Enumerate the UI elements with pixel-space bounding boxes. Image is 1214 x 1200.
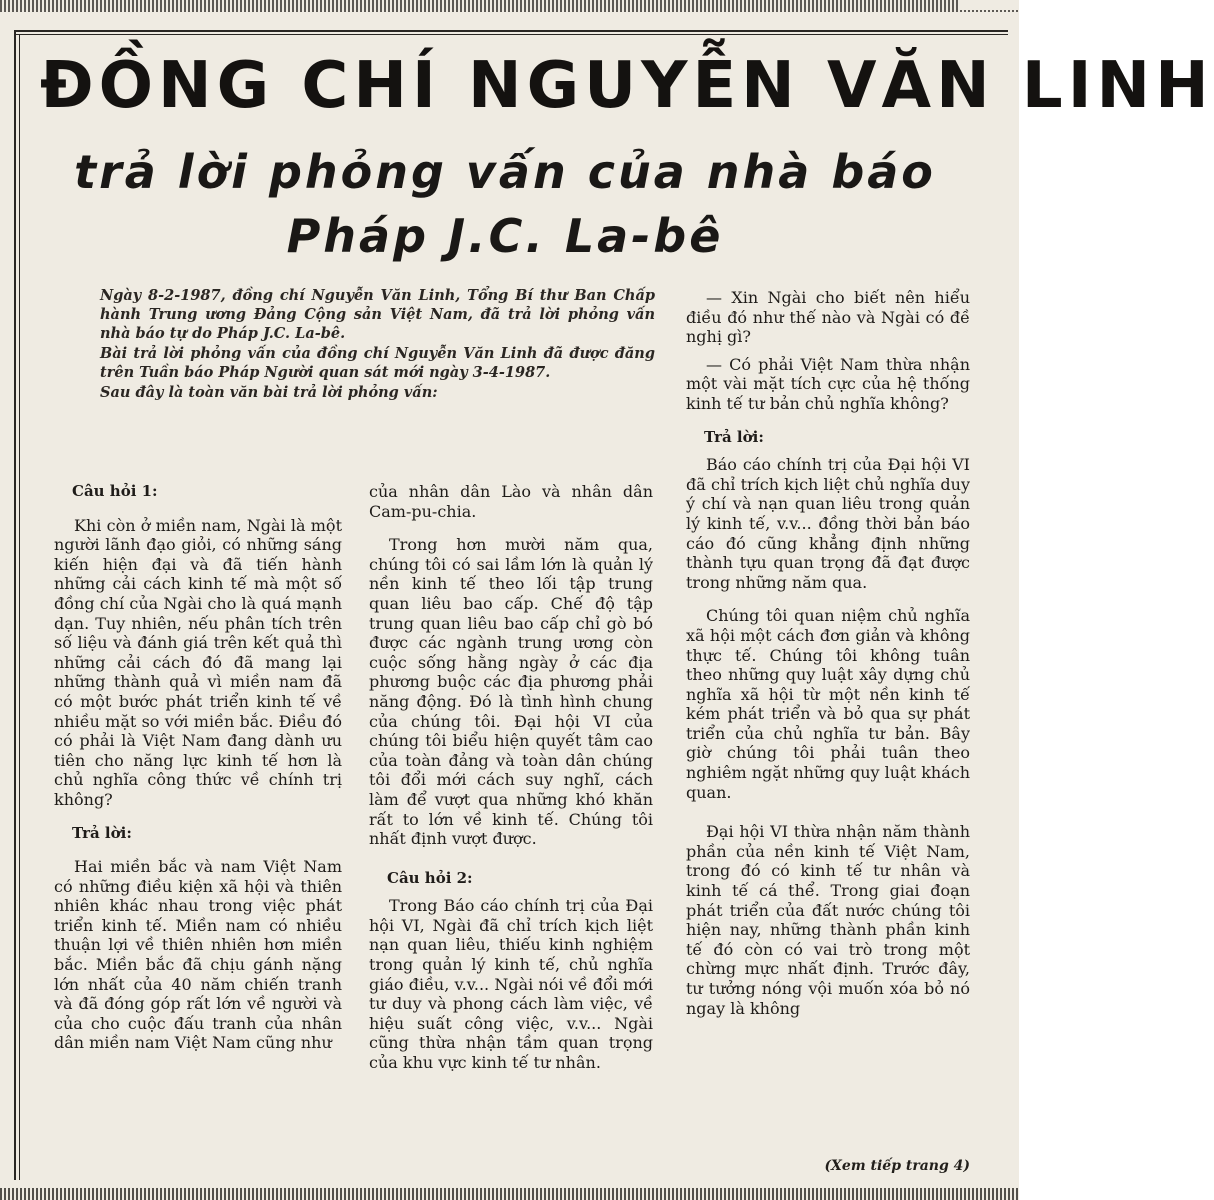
answer-2-paragraph-1: Báo cáo chính trị của Đại hội VI đã chỉ trích kịch liệt chủ nghĩa duy ý chí và nạn quan liêu trong quản lý kinh tế, v.v... đồng thời bản báo cáo đó cũng khẳng định những thành tựu quan trọng đã đạt được trong những năm qua.: [686, 455, 970, 592]
answer-1-heading: Trả lời:: [72, 823, 132, 842]
answer-1-paragraph-2: Trong hơn mười năm qua, chúng tôi có sai lầm lớn là quản lý nền kinh tế theo lối tập trung quan liêu bao cấp. Chế độ tập trung quan liêu bao cấp chỉ gò bó được các ngành trung ương còn cuộc sống hằng ngày ở các địa phương buộc các địa phương phải năng động. Đó là tình hình chung của chúng tôi. Đại hội VI của chúng tôi biểu hiện quyết tâm cao của toàn đảng và toàn dân chúng tôi đổi mới cách suy nghĩ, cách làm để vượt qua những khó khăn rất to lớn về kinh tế. Chúng tôi nhất định vượt được.: [369, 535, 653, 849]
frame-left-rule: [14, 30, 16, 1180]
column-1: [54, 482, 342, 1172]
intro-lead: [100, 286, 655, 446]
subheadline: trả lời phỏng vấn của nhà báo Pháp J.C. La-bê: [74, 145, 936, 263]
question-2-paragraph-2: — Xin Ngài cho biết nên hiểu điều đó như thế nào và Ngài có đề nghị gì?: [686, 288, 970, 347]
bottom-border-strip: [0, 1188, 1019, 1200]
question-1-text: Khi còn ở miền nam, Ngài là một người lãnh đạo giỏi, có những sáng kiến hiện đại và đã tiến hành những cải cách kinh tế mà một số đồng chí của Ngài cho là quá mạnh dạn. Tuy nhiên, nếu phân tích trên số liệu và đánh giá trên kết quả thì những cải cách đó đã mang lại những thành quả vì miền nam đã có một bước phát triển kinh tế về nhiều mặt so với miền bắc. Điều đó có phải là Việt Nam đang dành ưu tiên cho năng lực kinh tế hơn là chủ nghĩa công thức về chính trị không?: [54, 515, 342, 809]
question-2-heading: Câu hỏi 2:: [387, 868, 473, 887]
answer-2-paragraph-3: Đại hội VI thừa nhận năm thành phần của nền kinh tế Việt Nam, trong đó có kinh tế tư nhân và kinh tế cá thể. Trong giai đoạn phát triển của đất nước chúng tôi hiện nay, những thành phần kinh tế đó còn có vai trò trong một chừng mực nhất định. Trước đây, tư tưởng nóng vội muốn xóa bỏ nó ngay là không: [686, 822, 970, 1018]
answer-2-heading: Trả lời:: [704, 427, 764, 446]
headline: ĐỒNG CHÍ NGUYỄN VĂN LINH: [40, 49, 1214, 123]
top-border-strip: [0, 0, 1019, 12]
answer-2-paragraph-2: Chúng tôi quan niệm chủ nghĩa xã hội một cách đơn giản và không thực tế. Chúng tôi không tuân theo những quy luật xây dựng chủ nghĩa xã hội từ một nền kinh tế kém phát triển và bỏ qua sự phát triển của chủ nghĩa tư bản. Bây giờ chúng tôi phải tuân theo nghiêm ngặt những quy luật khách quan.: [686, 606, 970, 802]
column-3: [686, 288, 970, 1148]
answer-1-text: Hai miền bắc và nam Việt Nam có những điều kiện xã hội và thiên nhiên khác nhau trong việc phát triển kinh tế. Miền nam có nhiều thuận lợi về thiên nhiên hơn miền bắc. Miền bắc đã chịu gánh nặng lớn nhất của 40 năm chiến tranh và đã đóng góp rất lớn về người và của cho cuộc đấu tranh của nhân dân miền nam Việt Nam cũng như: [54, 857, 342, 1053]
question-2-paragraph-3: — Có phải Việt Nam thừa nhận một vài mặt tích cực của hệ thống kinh tế tư bản chủ nghĩa không?: [686, 354, 970, 413]
intro-paragraph: Ngày 8-2-1987, đồng chí Nguyễn Văn Linh, Tổng Bí thư Ban Chấp hành Trung ương Đảng Cộng sản Việt Nam, đã trả lời phỏng vấn nhà báo tự do Pháp J.C. La-bê.: [100, 287, 655, 342]
frame-top-rule: [14, 30, 1008, 32]
column-2: [369, 482, 653, 1182]
question-2-text: Trong Báo cáo chính trị của Đại hội VI, Ngài đã chỉ trích kịch liệt nạn quan liêu, thiếu kinh nghiệm trong quản lý kinh tế, chủ nghĩa giáo điều, v.v... Ngài nói về đổi mới tư duy và phong cách làm việc, về hiệu suất công việc, v.v... Ngài cũng thừa nhận tầm quan trọng của khu vực kinh tế tư nhân.: [369, 896, 653, 1073]
continued-note: (Xem tiếp trang 4): [824, 1158, 970, 1174]
intro-paragraph: Bài trả lời phỏng vấn của đồng chí Nguyễn Văn Linh đã được đăng trên Tuần báo Pháp Người quan sát mới ngày 3-4-1987.: [100, 345, 655, 381]
question-1-heading: Câu hỏi 1:: [72, 482, 158, 500]
intro-paragraph: Sau đây là toàn văn bài trả lời phỏng vấn:: [100, 384, 438, 401]
answer-1-continued: của nhân dân Lào và nhân dân Cam-pu-chia.: [369, 482, 653, 521]
